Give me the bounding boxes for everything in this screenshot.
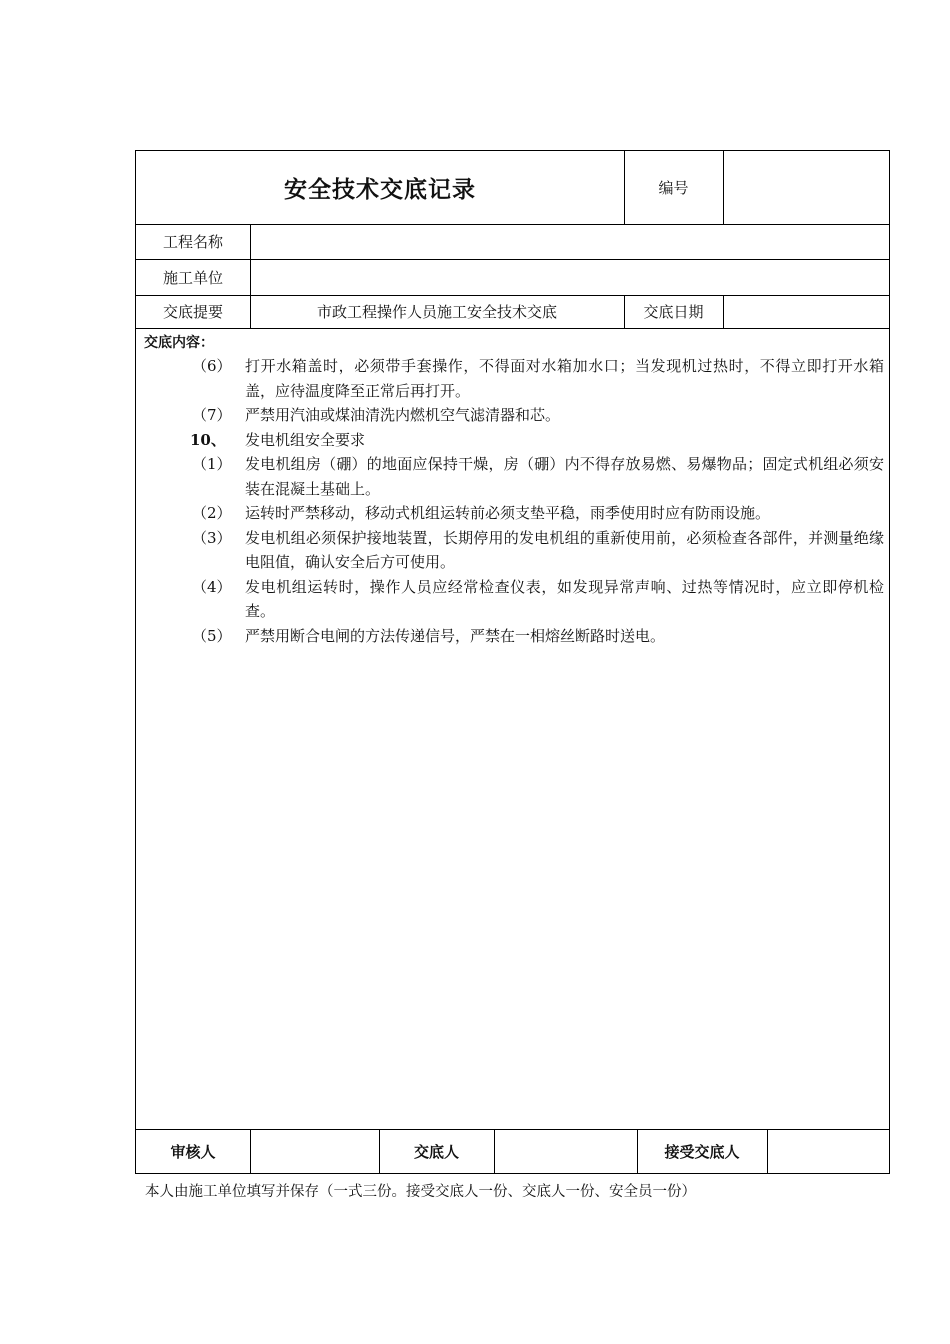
project-name-field[interactable] bbox=[250, 224, 889, 259]
item-number: （4） bbox=[192, 577, 232, 596]
receiver-field[interactable] bbox=[767, 1129, 889, 1174]
list-item bbox=[144, 452, 884, 501]
summary-label: 交底提要 bbox=[162, 303, 223, 321]
row-divider bbox=[136, 328, 889, 329]
item-text: 严禁用断合电闸的方法传递信号，严禁在一相熔丝断路时送电。 bbox=[245, 626, 666, 645]
section-title: 发电机组安全要求 bbox=[245, 430, 366, 449]
item-number: （2） bbox=[192, 504, 232, 522]
discloser-label: 交底人 bbox=[413, 1143, 459, 1161]
date-label: 交底日期 bbox=[643, 303, 704, 321]
list-item bbox=[144, 403, 884, 428]
item-text: 打开水箱盖时，必须带手套操作，不得面对水箱加水口；当发现机过热时，不得立即打开水箱盖，应待温度降至正常后再打开。 bbox=[245, 357, 884, 400]
number-field[interactable] bbox=[723, 151, 889, 224]
item-number: （5） bbox=[192, 626, 232, 645]
discloser-field[interactable] bbox=[494, 1129, 637, 1174]
item-text: 运转时严禁移动，移动式机组运转前必须支垫平稳，雨季使用时应有防雨设施。 bbox=[245, 504, 771, 522]
construction-unit-label: 施工单位 bbox=[162, 268, 223, 287]
section-heading-item bbox=[144, 428, 884, 453]
item-number: （3） bbox=[192, 528, 232, 547]
reviewer-field[interactable] bbox=[250, 1129, 379, 1174]
reviewer-label: 审核人 bbox=[170, 1143, 216, 1161]
summary-field[interactable]: 市政工程操作人员施工安全技术交底 bbox=[316, 303, 557, 321]
project-name-label: 工程名称 bbox=[162, 233, 223, 251]
item-text: 严禁用汽油或煤油清洗内燃机空气滤清器和芯。 bbox=[245, 406, 561, 424]
item-text: 发电机组必须保护接地装置，长期停用的发电机组的重新使用前，必须检查各部件，并测量绝缘电阻值，确认安全后方可使用。 bbox=[245, 528, 884, 571]
construction-unit-field[interactable] bbox=[250, 259, 889, 295]
item-number: （6） bbox=[192, 357, 232, 375]
form-title: 安全技术交底记录 bbox=[284, 177, 476, 203]
list-item bbox=[144, 526, 884, 575]
list-item bbox=[144, 624, 884, 649]
item-number: （7） bbox=[192, 406, 232, 424]
disclosure-content bbox=[144, 332, 884, 648]
item-text: 发电机组房（硼）的地面应保持干燥，房（硼）内不得存放易燃、易爆物品；固定式机组必须安装在混凝土基础上。 bbox=[245, 455, 884, 498]
item-text: 发电机组运转时，操作人员应经常检查仪表，如发现异常声响、过热等情况时，应立即停机检查。 bbox=[245, 577, 884, 620]
safety-disclosure-form bbox=[135, 150, 890, 1174]
list-item bbox=[144, 354, 884, 403]
content-heading: 交底内容： bbox=[144, 335, 214, 351]
list-item bbox=[144, 501, 884, 526]
number-label: 编号 bbox=[658, 179, 689, 197]
receiver-label: 接受交底人 bbox=[664, 1143, 740, 1161]
footer-note: 本人由施工单位填写并保存（一式三份。接受交底人一份、交底人一份、安全员一份） bbox=[145, 1184, 696, 1200]
date-field[interactable] bbox=[723, 295, 889, 328]
section-number: 10、 bbox=[190, 430, 226, 449]
list-item bbox=[144, 575, 884, 624]
item-number: （1） bbox=[192, 455, 232, 473]
